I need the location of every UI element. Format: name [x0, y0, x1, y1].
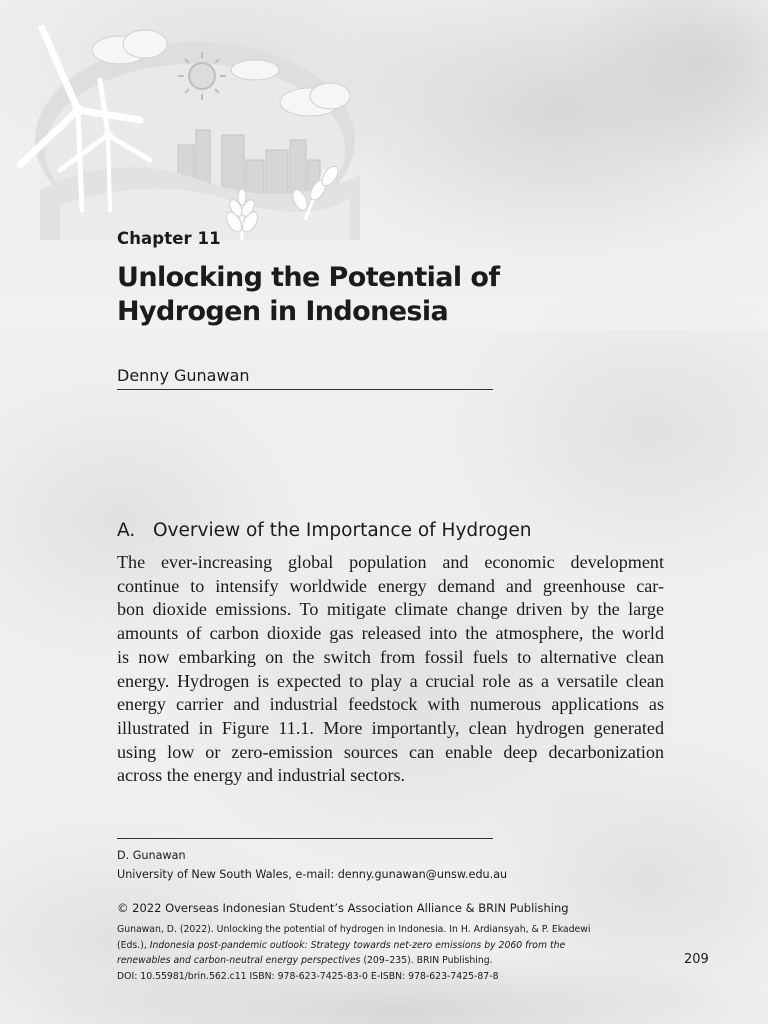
citation-book-subtitle: renewables and carbon-neutral energy perspectives [117, 955, 361, 966]
footnote-author: D. Gunawan [117, 849, 186, 862]
section-heading [117, 520, 677, 541]
body-line: across the energy and industrial sectors. [117, 765, 406, 786]
body-line: using low or zero-emission sources can enable deep decarbonization [117, 741, 664, 762]
citation-pages: (209–235). BRIN Publishing. [360, 955, 493, 966]
footnote-affiliation: University of New South Wales, e-mail: denny.gunawan@unsw.edu.au [117, 868, 508, 881]
body-line: energy carrier and industrial feedstock with numerous applications as [117, 694, 664, 715]
author-affiliation [117, 846, 677, 884]
citation-block [117, 922, 657, 984]
body-line: continue to intensify worldwide energy demand and greenhouse car- [117, 575, 664, 596]
body-line: The ever-increasing global population and economic development [117, 552, 664, 572]
chapter-title [117, 261, 637, 329]
citation-line: Gunawan, D. (2022). Unlocking the potential of hydrogen in Indonesia. In H. Ardiansyah, & P. Ekadewi [117, 924, 591, 935]
body-line: illustrated in Figure 11.1. More importantly, clean hydrogen generated [117, 717, 664, 738]
body-line: amounts of carbon dioxide gas released into the atmosphere, the world [117, 623, 664, 644]
body-line: energy. Hydrogen is expected to play a crucial role as a versatile clean [117, 670, 664, 691]
body-line: bon dioxide emissions. To mitigate climate change driven by the large [117, 599, 664, 620]
chapter-label: Chapter 11 [117, 229, 221, 248]
footnote-divider [117, 838, 493, 839]
copyright-notice: © 2022 Overseas Indonesian Student’s Association Alliance & BRIN Publishing [117, 901, 569, 915]
citation-eds: (Eds.), [117, 939, 150, 951]
body-line: is now embarking on the switch from fossil fuels to alternative clean [117, 646, 664, 667]
section-heading-text: Overview of the Importance of Hydrogen [153, 520, 532, 541]
citation-doi: DOI: 10.55981/brin.562.c11 ISBN: 978-623-7425-83-0 E-ISBN: 978-623-7425-87-8 [117, 970, 499, 982]
chapter-title-line: Unlocking the Potential of [117, 262, 500, 293]
chapter-title-line: Hydrogen in Indonesia [117, 296, 449, 327]
citation-line [117, 938, 657, 954]
page-number: 209 [684, 952, 709, 967]
body-paragraph [117, 551, 664, 788]
citation-book-title: Indonesia post-pandemic outlook: Strategy towards net-zero emissions by 2060 from the [149, 939, 566, 951]
section-number: A. [117, 520, 136, 541]
author-name: Denny Gunawan [117, 366, 493, 390]
citation-line [117, 953, 657, 969]
